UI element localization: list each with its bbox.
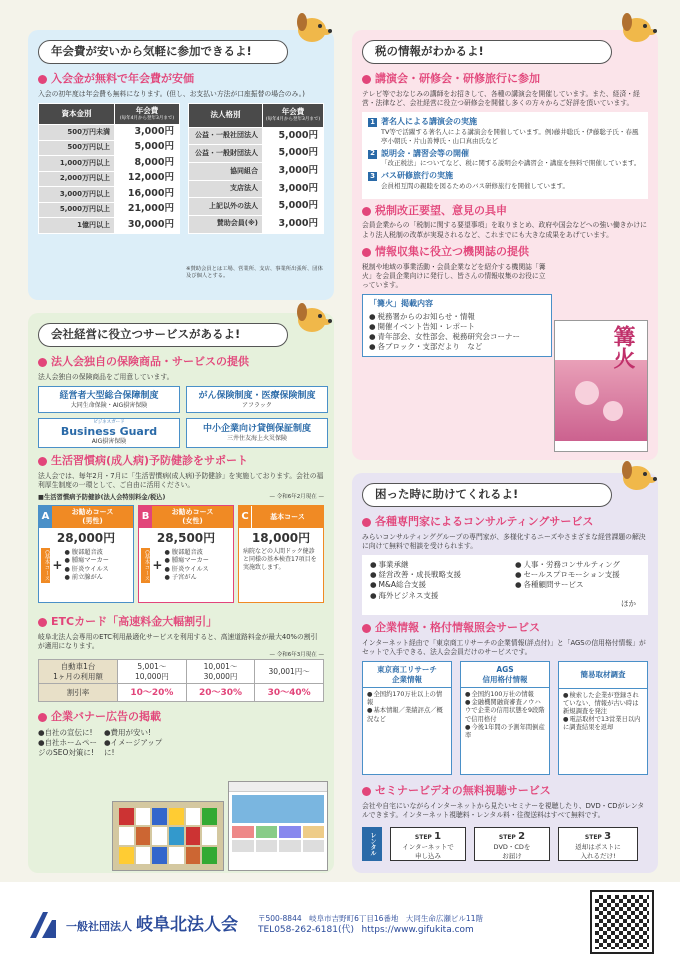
list-item: ● 肝炎ウイルス <box>164 566 208 574</box>
list-item: ● 全国約100万社の情報 <box>465 691 545 699</box>
fee-row: 500万円以上 5,000円 <box>39 140 180 156</box>
fee-row: 5,000万円以上 21,000円 <box>39 202 180 218</box>
section-heading: 生活習慣病(成人病)予防健診をサポート <box>38 454 324 469</box>
list-item: ● 金融機関融資審査ノウハウで企業の信用状態を9段階で信用格付 <box>465 699 545 724</box>
list-item: ● 経営改善・成長戦略支援 <box>370 570 515 580</box>
section-heading: 入会金が無料で年会費が安価 <box>38 72 324 87</box>
seminar-list: 1 著名人による講演会の実施 TV等で活躍する著名人による講演会を開催しています。例)藤井聡氏・伊藤聡子氏・春風亭小朝氏・片山善博氏・山口真由氏など 2 説明会・講習会等の開催 「改正税法」についてなど、税に関する説明会や講習会・講座を無料で開催しています。 3 バス研修旅行の実施 会員相互間の親睦を図るためのバス研修旅行を開催しています。 <box>362 112 648 198</box>
etc-date: — 令和6年3月現在 — <box>269 651 324 658</box>
fee-row: 公益・一般社団法人 5,000円 <box>189 127 324 145</box>
etc-description: 岐阜北法人会専用のETC利用最適化サービスを利用すると、高速道路料金が最大40%の割引が適用になります。 <box>38 632 318 650</box>
footer <box>0 882 680 968</box>
panel-services: 会社経営に役立つサービスがあるよ! 法人会独自の保険商品・サービスの提供 法人会独自の保険商品をご用意しています。 経営者大型総合保障制度 大同生命保険・AIG損害保険 がん保険制度・医療保険制度 アフラック ビジネスガード Business Guard AIG損害保険 中小企業向け貸倒保証制度 三井住友海上火災保険 生活習慣病(成人病)予防健診をサポート 法人会では、毎年2月・7月に「生活習慣病(成人病)予防健診」を実施しております。会社の福利厚生制度の一環として、ご自由に活用ください。 ■生活習慣病予防健診(法人会特別料金/税込) — 令和6年2月現在 — A お勧めコース (男性) 28,000円 C基本コース + ● 腹部超音波 ● 腫瘍マーカー ● 肝炎ウイルス ● 前立腺がん B お勧めコース (女性) 28,500円 C基本コース + ● 腹部超音波 ● 腫瘍マーカー ● 肝炎ウイルス ● 子宮がん C 基本コース 18,000円 病院などの人間ドック健診と同様の基本検査17項目を実施致します。 ETCカード「高速料金大幅割引」 岐阜北法人会専用のETC利用最適化サービスを利用すると、高速道路料金が最大40%の割引が適用になります。 — 令和6年3月現在 — 自動車1台 1ヶ月の利用額 5,001〜 10,000円 10,001〜 30,000円 30,001円〜 割引率 10〜20% 20〜30% 30〜40% 企業バナー広告の掲載 ●自社の宣伝に! ●費用が安い! ●自社ホームページのSEO対策に! ●イメージアップに! <box>28 313 334 873</box>
org-name: 岐阜北法人会 <box>136 914 238 935</box>
tax-reform-description: 会員企業からの「税制に関する要望事項」を取りまとめ、政府や国会などへの強い働きかけにより法人税制の改革が実現されるなど、これまでにも大きな成果をあげています。 <box>362 221 647 239</box>
step-2: STEP 2 DVD・CDを お届け <box>474 827 550 861</box>
qr-code-icon <box>592 892 652 952</box>
insurance-description: 法人会独自の保険商品をご用意しています。 <box>38 372 174 381</box>
list-item: ● 腹部超音波 <box>164 549 208 557</box>
list-item: ● 電話取材で13営業日以内に調査結果を返却 <box>563 716 643 732</box>
section-heading: 法人会独自の保険商品・サービスの提供 <box>38 355 324 370</box>
list-item: ● 各ブロック・支部だより など <box>369 342 545 352</box>
course-b: B お勧めコース (女性) 28,500円 C基本コース + ● 腹部超音波 ● 腫瘍マーカー ● 肝炎ウイルス ● 子宮がん <box>138 505 234 603</box>
rental-label: レンタル <box>362 827 382 861</box>
list-item: ● 全国約170万社以上の情報 <box>367 691 447 707</box>
logo-icon <box>28 910 58 940</box>
section-heading: 情報収集に役立つ機関誌の提供 <box>362 245 648 260</box>
banner-sample-image <box>112 801 224 871</box>
credit-info-description: インターネット経由で「東京商工リサーチの企業情報(評点付)」と「AGSの信用格付情報」がセットで入手できる、法人会会員だけのサービスです。 <box>362 639 646 657</box>
fee-note: ※賛助会員とは工場、営業所、支店、事業所出張所、団体及び個人とする。 <box>186 266 323 280</box>
org-type: 一般社団法人 <box>66 919 132 933</box>
section-heading: 企業情報・格付情報照会サービス <box>362 621 648 636</box>
list-item: ● 海外ビジネス支援 <box>370 591 515 601</box>
fee-description: 入会の初年度は年会費も無料になります。(但し、お支払い方法が口座振替の場合のみ。) <box>38 89 305 98</box>
fee-row: 支店法人 3,000円 <box>189 180 324 198</box>
seminar-video-description: 会社や自宅にいながらインターネットから見たいセミナーを視聴したり、DVD・CDがレンタルできます。インターネット視聴料・レンタル料・往復送料はすべて無料です。 <box>362 802 645 820</box>
fee-row: 3,000万円以上 16,000円 <box>39 187 180 203</box>
list-item: ● 腫瘍マーカー <box>64 557 108 565</box>
insurance-item-3: ビジネスガード Business Guard AIG損害保険 <box>38 418 180 448</box>
magazine-description: 税制や地域の事業活動・会員企業などを紹介する機関誌「篝火」を会員企業向けに発行し、皆さんの情報収集のお役に立っています。 <box>362 262 546 290</box>
list-item: ● 腫瘍マーカー <box>164 557 208 565</box>
panel-title: 税の情報がわかるよ! <box>362 40 612 64</box>
list-item: ● 基本情報／業績評点／概況など <box>367 707 447 723</box>
info-box-survey: 簡易取材調査 ● 検索した企業が登録されていない、情報が古い時は新規調査を発注 ● 電話取材で13営業日以内に調査結果を返却 <box>558 661 648 775</box>
etc-discount-table: 自動車1台 1ヶ月の利用額 5,001〜 10,000円 10,001〜 30,000円 30,001円〜 割引率 10〜20% 20〜30% 30〜40% <box>38 659 324 702</box>
dog-mascot-icon <box>615 458 659 492</box>
list-item: ● 検索した企業が登録されていない、情報が古い時は新規調査を発注 <box>563 692 643 717</box>
corp-fee-table: 法人格別 年会費 (毎年4月から翌年3月まで) 公益・一般社団法人 5,000円 公益・一般財団法人 5,000円 協同組合 3,000円 支店法人 3,000円 上記以外の法人 5,000円 賛助会員(※) 3,000円 <box>188 103 324 234</box>
step-3: STEP 3 返却はポストに 入れるだけ! <box>558 827 638 861</box>
consulting-description: みらいコンサルティンググループの専門家が、多様化するニーズやさまざまな経営課題の解決に向けて無料で相談を受けられます。 <box>362 532 646 551</box>
list-item: ● 今後1年間の予測年間倒産率 <box>465 724 545 740</box>
phone: TEL058-262-6181(代) <box>258 924 354 935</box>
fee-row: 2,000万円以上 12,000円 <box>39 171 180 187</box>
section-heading: 企業バナー広告の掲載 <box>38 710 324 725</box>
list-item: ● 肝炎ウイルス <box>64 566 108 574</box>
address: 〒500-8844 岐阜市吉野町6丁目16番地 大同生命広瀬ビル11階 <box>258 913 483 923</box>
fee-row: 賛助会員(※) 3,000円 <box>189 215 324 233</box>
checkup-date: — 令和6年2月現在 — <box>269 494 324 501</box>
section-heading: セミナービデオの無料視聴サービス <box>362 784 648 799</box>
website-link[interactable]: https://www.gifukita.com <box>361 924 474 935</box>
magazine-cover-image: 篝火 <box>554 320 648 452</box>
fee-row: 公益・一般財団法人 5,000円 <box>189 145 324 163</box>
list-item: ● 青年部会、女性部会、税務研究会コーナー <box>369 332 545 342</box>
insurance-item-1: 経営者大型総合保障制度 大同生命保険・AIG損害保険 <box>38 386 180 413</box>
panel-title: 困った時に助けてくれるよ! <box>362 483 612 507</box>
fee-row: 1,000万円以上 8,000円 <box>39 156 180 172</box>
section-heading: 税制改正要望、意見の具申 <box>362 204 648 219</box>
list-item: ● 子宮がん <box>164 574 208 582</box>
insurance-item-2: がん保険制度・医療保険制度 アフラック <box>186 386 328 413</box>
dog-mascot-icon <box>290 300 334 334</box>
info-box-ags: AGS 信用格付情報 ● 全国約100万社の情報 ● 金融機関融資審査ノウハウで企業の信用状態を9段階で信用格付 ● 今後1年間の予測年間倒産率 <box>460 661 550 775</box>
info-box-tsr: 東京商工リサーチ 企業情報 ● 全国約170万社以上の情報 ● 基本情報／業績評点／概況など <box>362 661 452 775</box>
course-a: A お勧めコース (男性) 28,000円 C基本コース + ● 腹部超音波 ● 腫瘍マーカー ● 肝炎ウイルス ● 前立腺がん <box>38 505 134 603</box>
list-item: ● 開催イベント告知・レポート <box>369 322 545 332</box>
panel-tax-info <box>352 30 658 460</box>
step-1: STEP 1 インターネットで 申し込み <box>390 827 466 861</box>
list-item: ● M&A総合支援 <box>370 580 515 590</box>
panel-fees <box>28 30 334 300</box>
fee-row: 500万円未満 3,000円 <box>39 125 180 141</box>
dog-mascot-icon <box>290 10 334 44</box>
fee-row: 1億円以上 30,000円 <box>39 218 180 234</box>
panel-title: 会社経営に役立つサービスがあるよ! <box>38 323 288 347</box>
list-item: ● 腹部超音波 <box>64 549 108 557</box>
course-c: C 基本コース 18,000円 病院などの人間ドック健診と同様の基本検査17項目を実施致します。 <box>238 505 324 603</box>
seminar-description: テレビ等でおなじみの講師をお招きして、各種の講演会を開催しています。また、経済・経営・法律など、会社経営に役立つ研修会を開催し多くの方々からご好評を頂いています。 <box>362 89 640 108</box>
checkup-description: 法人会では、毎年2月・7月に「生活習慣病(成人病)予防健診」を実施しております。会社の福利厚生制度の一環として、ご自由に活用ください。 <box>38 471 324 490</box>
section-heading: 講演会・研修会・研修旅行に参加 <box>362 72 648 87</box>
section-heading: 各種専門家によるコンサルティングサービス <box>362 515 648 530</box>
dog-mascot-icon <box>615 10 659 44</box>
capital-fee-table: 資本金別 年会費 (毎年4月から翌年3月まで) 500万円未満 3,000円 500万円以上 5,000円 1,000万円以上 8,000円 2,000万円以上 12,000円 3,000万円以上 16,000円 5,000万円以上 21,000円 1億円以上 30,000円 <box>38 103 180 234</box>
list-item: ● 各種顧問サービス <box>515 580 620 590</box>
fee-row: 協同組合 3,000円 <box>189 163 324 181</box>
list-item: ● 前立腺がん <box>64 574 108 582</box>
panel-help <box>352 473 658 873</box>
insurance-item-4: 中小企業向け貸倒保証制度 三井住友海上火災保険 <box>186 418 328 448</box>
panel-title: 年会費が安いから気軽に参加できるよ! <box>38 40 288 64</box>
fee-row: 上記以外の法人 5,000円 <box>189 198 324 216</box>
magazine-contents: 「篝火」掲載内容 ● 税務署からのお知らせ・情報 ● 開催イベント告知・レポート ● 青年部会、女性部会、税務研究会コーナー ● 各ブロック・支部だより など <box>362 294 552 357</box>
section-heading: ETCカード「高速料金大幅割引」 <box>38 615 324 630</box>
website-sample-image <box>228 781 328 871</box>
list-item: ● セールスプロモーション支援 <box>515 570 620 580</box>
checkup-label: ■生活習慣病予防健診(法人会特別料金/税込) <box>38 494 166 502</box>
consulting-list: ● 事業承継 ● 経営改善・成長戦略支援 ● M&A総合支援 ● 海外ビジネス支援 ● 人事・労務コンサルティング ● セールスプロモーション支援 ● 各種顧問サービス ほか <box>362 555 648 615</box>
list-item: ● 事業承継 <box>370 560 515 570</box>
list-item: ● 税務署からのお知らせ・情報 <box>369 312 545 322</box>
list-item: ● 人事・労務コンサルティング <box>515 560 620 570</box>
